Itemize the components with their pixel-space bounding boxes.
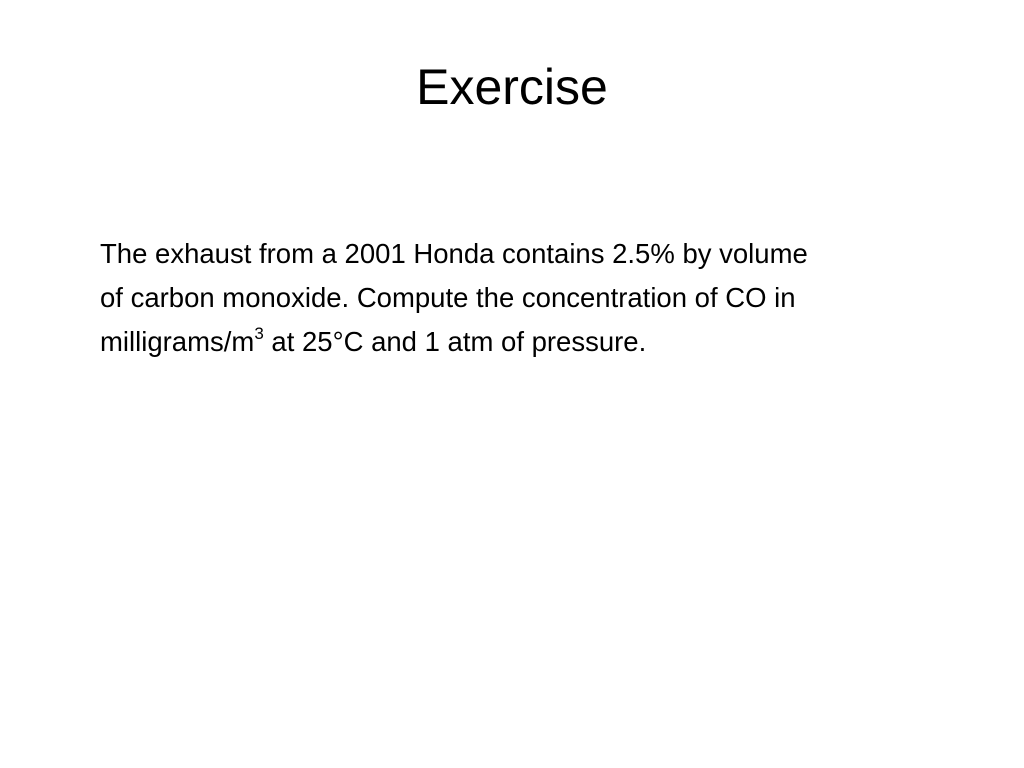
unit-exponent: 3 bbox=[254, 323, 264, 343]
slide-title: Exercise bbox=[416, 59, 608, 115]
exercise-text-line-1: The exhaust from a 2001 Honda contains 2.5% by volume bbox=[100, 238, 808, 269]
exercise-text-line-2: of carbon monoxide. Compute the concentration of CO in bbox=[100, 282, 796, 313]
unit-text: milligrams/m bbox=[100, 326, 255, 357]
conditions-text: at 25°C and 1 atm of pressure. bbox=[263, 326, 647, 357]
exercise-text-line-3 bbox=[100, 323, 647, 357]
exercise-text bbox=[100, 232, 980, 364]
